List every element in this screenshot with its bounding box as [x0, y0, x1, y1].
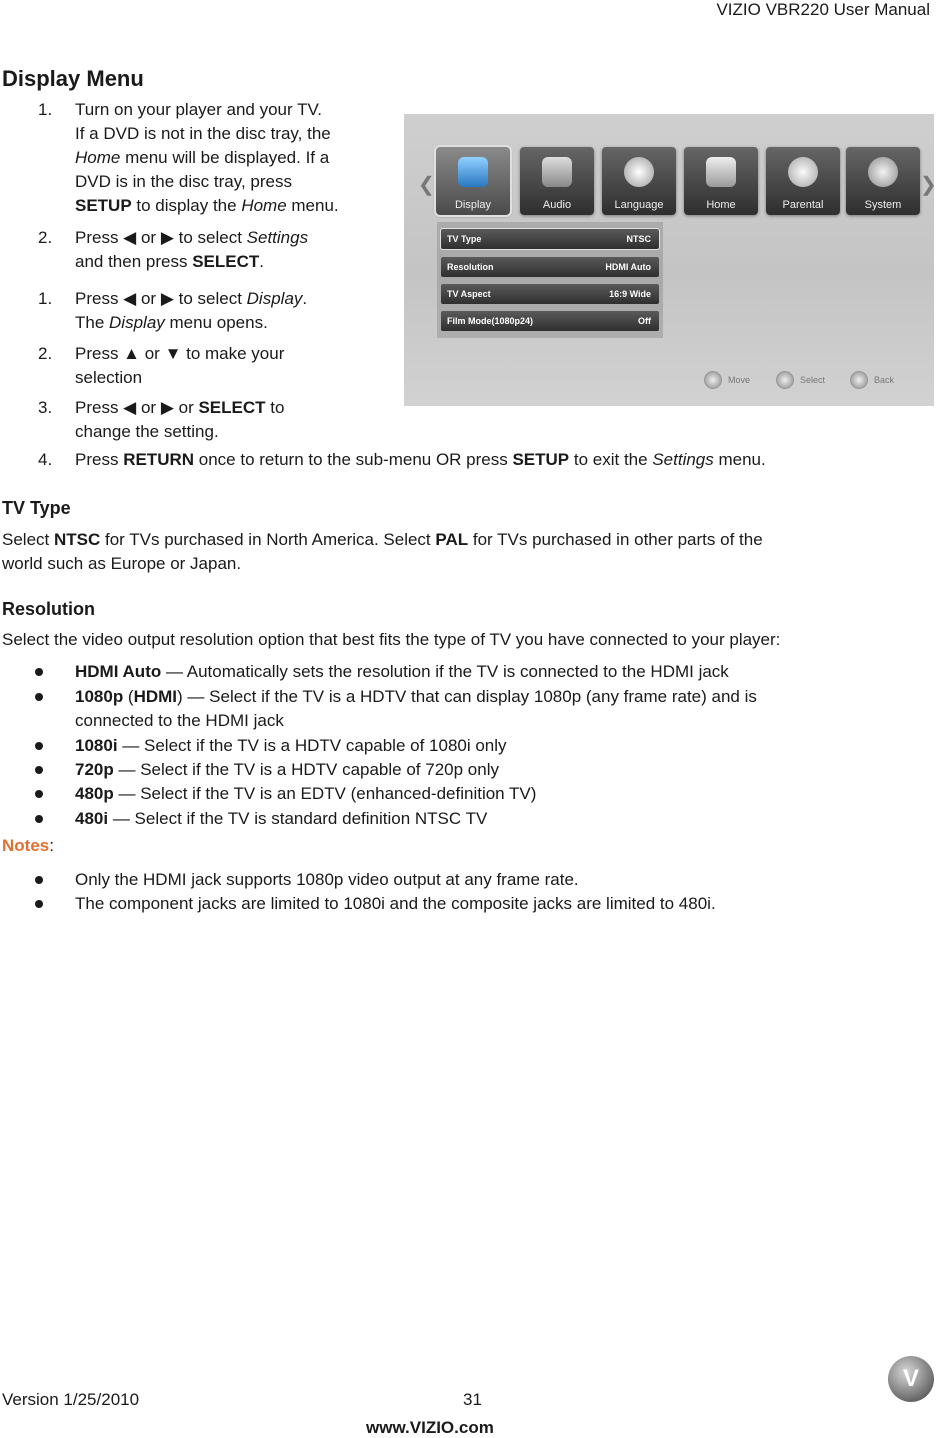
tab-audio[interactable]: Audio: [520, 147, 594, 215]
step-number: 1.: [38, 100, 53, 119]
section-title: Display Menu: [2, 66, 144, 91]
chevron-right-icon: ❯: [920, 174, 937, 196]
tab-system[interactable]: System: [846, 147, 920, 215]
page-number: 31: [463, 1390, 482, 1409]
resolution-heading: Resolution: [2, 599, 95, 619]
menu-row-tv-type[interactable]: TV Type NTSC: [441, 229, 659, 249]
menu-row-resolution[interactable]: Resolution HDMI Auto: [441, 257, 659, 277]
bullet: [35, 693, 43, 701]
menu-row-film-mode[interactable]: Film Mode(1080p24) Off: [441, 311, 659, 331]
bullet: [35, 668, 43, 676]
vizio-logo-icon: V: [888, 1356, 934, 1402]
settings-screenshot: [404, 114, 937, 406]
step-text: Press RETURN once to return to the sub-menu OR press SETUP to exit the Settings menu.: [75, 450, 766, 469]
tab-home[interactable]: Home: [684, 147, 758, 215]
hint-back: Back: [850, 371, 894, 389]
tab-parental[interactable]: Parental: [766, 147, 840, 215]
list-item: 1080p (HDMI) — Select if the TV is a HDTV that can display 1080p (any frame rate) and is connected to the HDMI jack: [75, 687, 757, 730]
list-item: 480i — Select if the TV is standard definition NTSC TV: [75, 809, 488, 828]
music-note-icon: [542, 157, 572, 187]
website-link[interactable]: www.VIZIO.com: [366, 1418, 494, 1437]
step-number: 3.: [38, 398, 53, 417]
bullet: [35, 790, 43, 798]
list-item: HDMI Auto — Automatically sets the resolution if the TV is connected to the HDMI jack: [75, 662, 729, 681]
step-text: Press ◀ or ▶ to select Display. The Display menu opens.: [75, 289, 308, 332]
step-number: 2.: [38, 228, 53, 247]
note-item: The component jacks are limited to 1080i and the composite jacks are limited to 480i.: [75, 894, 716, 913]
step-text: Press ▲ or ▼ to make your selection: [75, 344, 285, 387]
tab-language[interactable]: Language: [602, 147, 676, 215]
bullet: [35, 742, 43, 750]
dpad-icon: [850, 371, 868, 389]
step-number: 1.: [38, 289, 53, 308]
home-icon: [706, 157, 736, 187]
step-text: Turn on your player and your TV. If a DVD is not in the disc tray, the Home menu will be displayed. If a DVD is in the disc tray, press SETUP to display the Home menu.: [75, 100, 339, 215]
bullet: [35, 876, 43, 884]
step-text: Press ◀ or ▶ or SELECT to change the setting.: [75, 398, 285, 441]
step-number: 2.: [38, 344, 53, 363]
hint-select: Select: [776, 371, 825, 389]
globe-icon: [624, 157, 654, 187]
notes-label: Notes:: [2, 836, 54, 855]
manual-title: VIZIO VBR220 User Manual: [716, 0, 930, 19]
list-item: 1080i — Select if the TV is a HDTV capable of 1080i only: [75, 736, 507, 755]
menu-row-tv-aspect[interactable]: TV Aspect 16:9 Wide: [441, 284, 659, 304]
tv-type-heading: TV Type: [2, 498, 71, 518]
step-text: Press ◀ or ▶ to select Settings and then press SELECT.: [75, 228, 309, 271]
hint-move: Move: [704, 371, 750, 389]
list-item: 720p — Select if the TV is a HDTV capable of 720p only: [75, 760, 499, 779]
note-item: Only the HDMI jack supports 1080p video output at any frame rate.: [75, 870, 579, 889]
step-number: 4.: [38, 450, 53, 469]
people-icon: [788, 157, 818, 187]
resolution-intro: Select the video output resolution option that best fits the type of TV you have connected to your player:: [2, 630, 781, 649]
dpad-icon: [776, 371, 794, 389]
version-text: Version 1/25/2010: [2, 1390, 140, 1409]
tab-display[interactable]: Display: [436, 147, 510, 215]
list-item: 480p — Select if the TV is an EDTV (enhanced-definition TV): [75, 784, 537, 803]
display-icon: [458, 157, 488, 187]
bullet: [35, 815, 43, 823]
dpad-icon: [704, 371, 722, 389]
bullet: [35, 766, 43, 774]
chevron-left-icon: ❮: [418, 174, 435, 196]
gear-icon: [868, 157, 898, 187]
tv-type-text: Select NTSC for TVs purchased in North America. Select PAL for TVs purchased in other parts of the world such as Europe or Japan.: [2, 530, 763, 573]
bullet: [35, 900, 43, 908]
